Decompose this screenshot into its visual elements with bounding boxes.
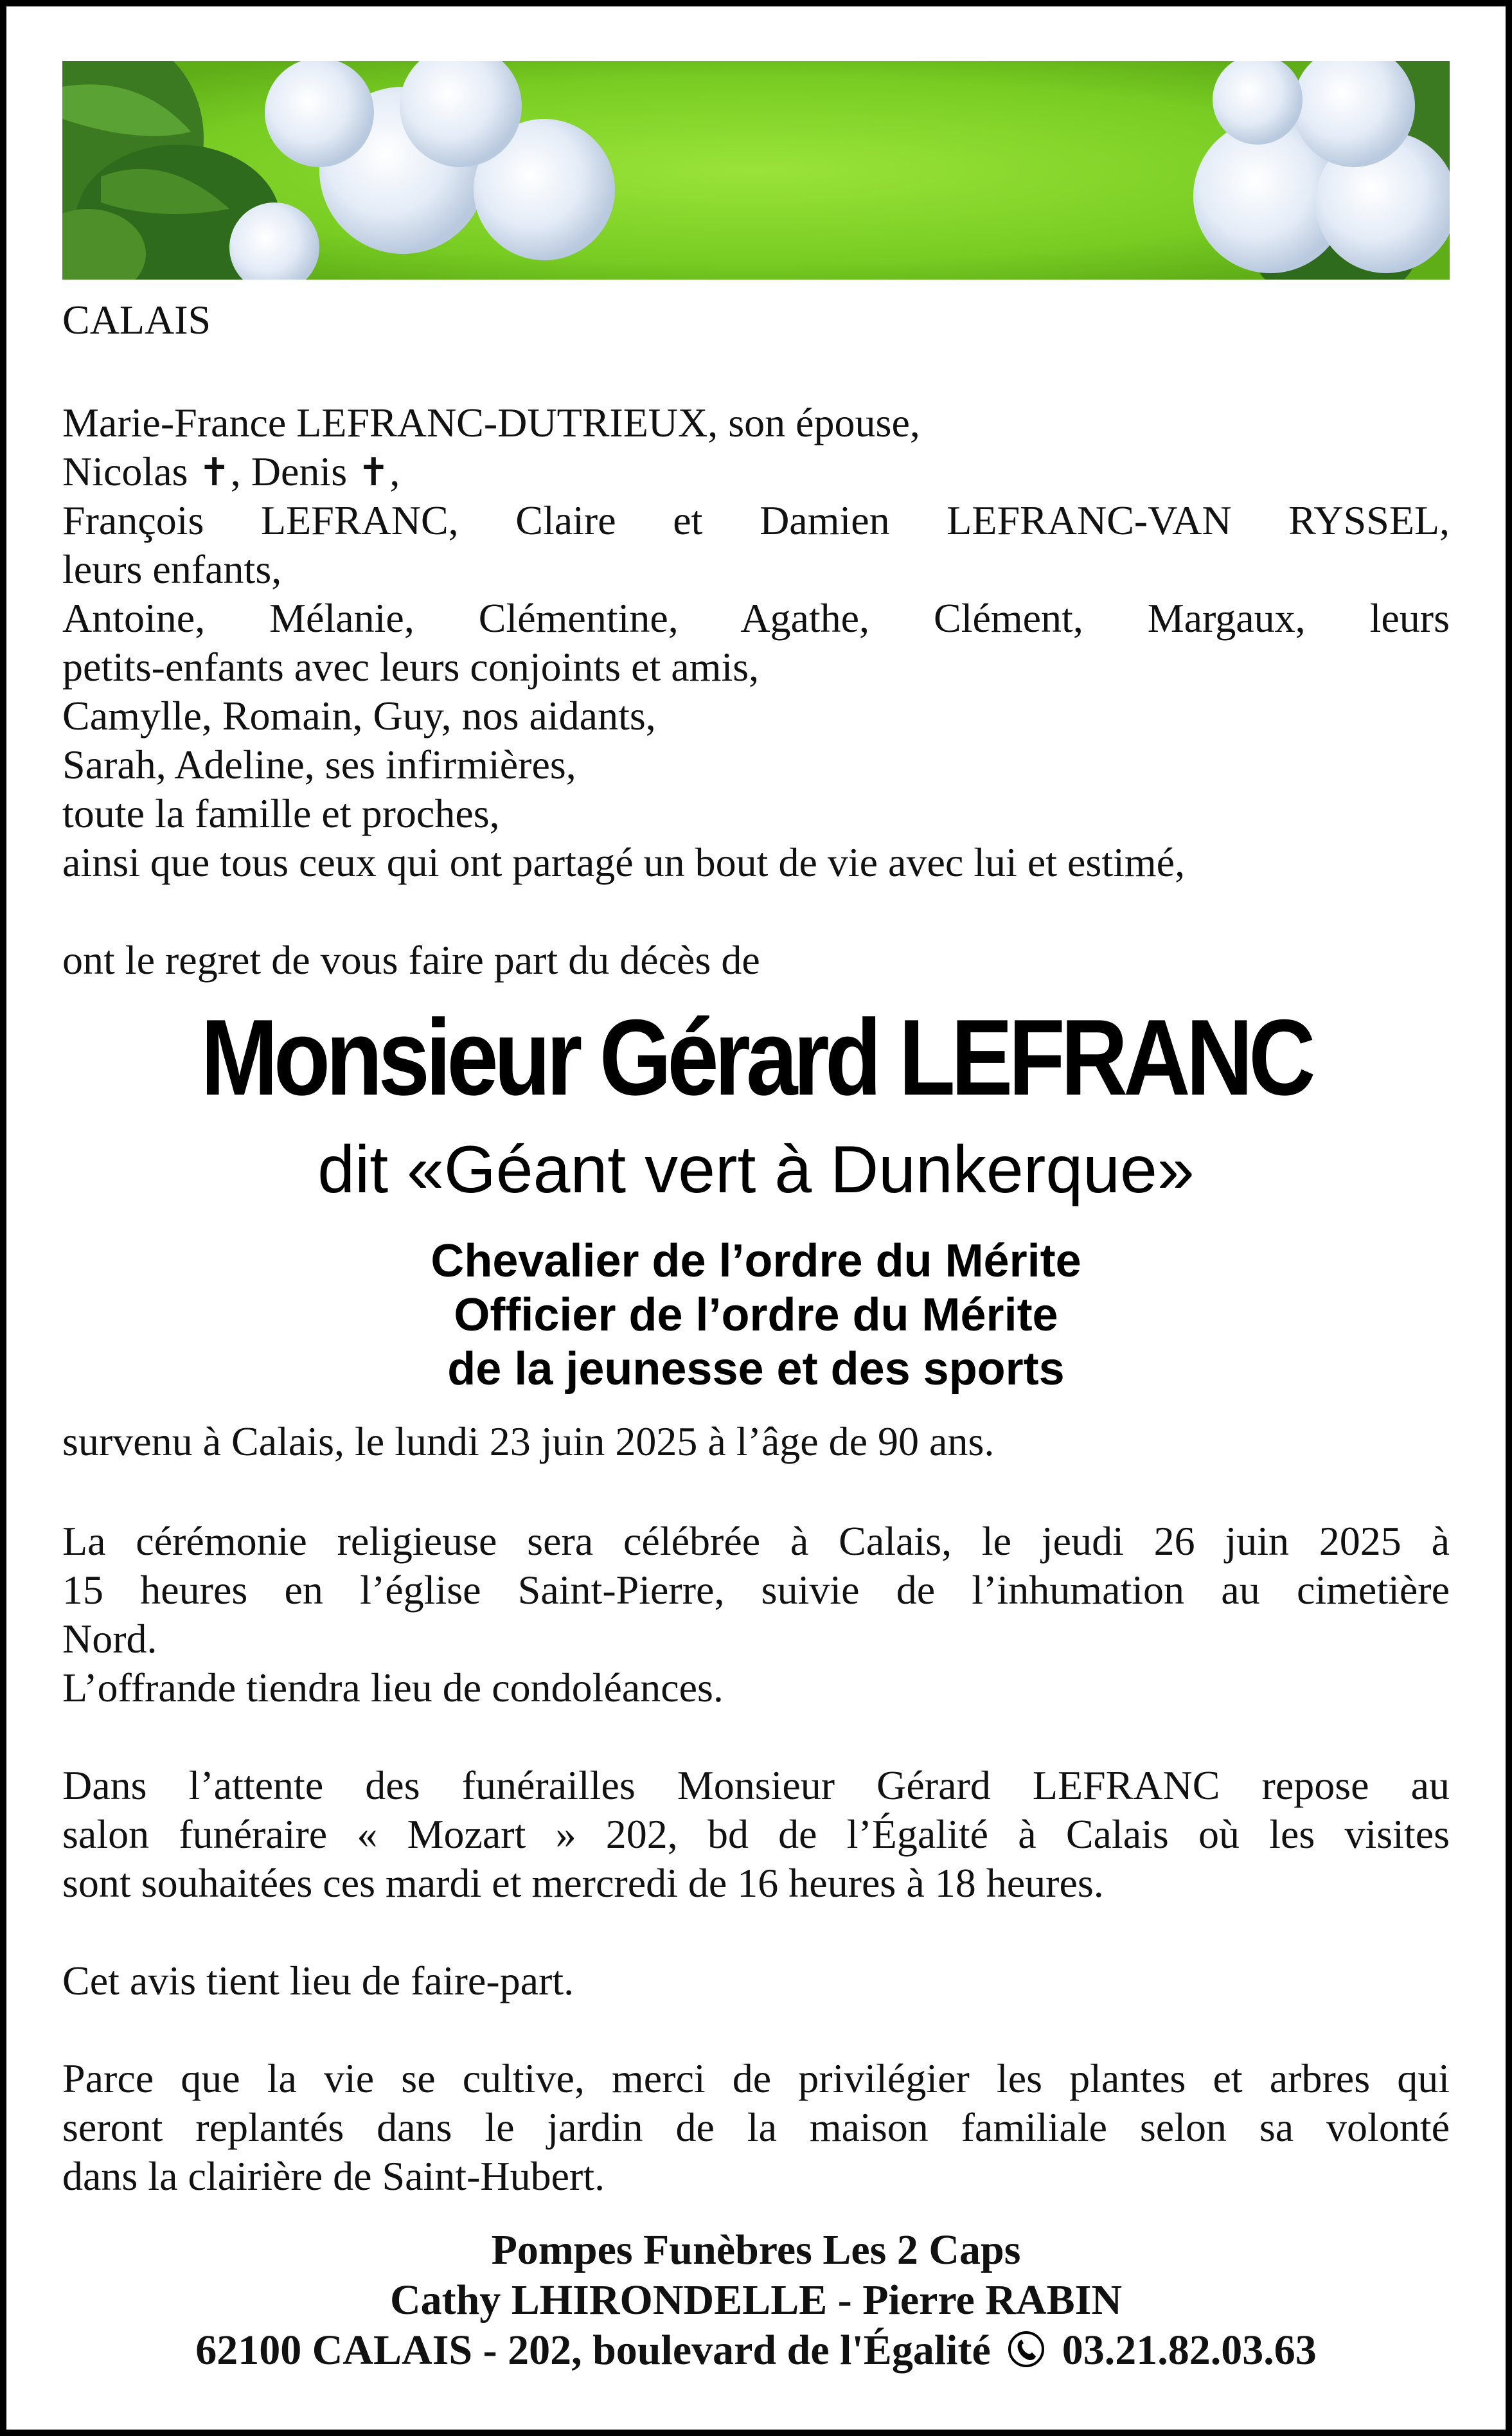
ceremony-line-2: 15 heures en l’église Saint-Pierre, suivie de l’inhumation au cimetière [62, 1567, 1450, 1613]
honor-line-3: de la jeunesse et des sports [447, 1343, 1065, 1395]
family-line-caregivers: Camylle, Romain, Guy, nos aidants, [62, 693, 656, 739]
ceremony-line-4: L’offrande tiendra lieu de condoléances. [62, 1665, 724, 1710]
family-line-friends: ainsi que tous ceux qui ont partagé un bout de vie avec lui et estimé, [62, 839, 1186, 885]
death-details: survenu à Calais, le lundi 23 juin 2025 à l’âge de 90 ans. [62, 1419, 995, 1464]
funeral-home-name: Pompes Funèbres Les 2 Caps [491, 2226, 1021, 2273]
funeral-home-address: 62100 CALAIS - 202, boulevard de l'Égalité [195, 2327, 991, 2374]
funeral-home-phone: 03.21.82.03.63 [1062, 2327, 1317, 2374]
notice-text: Cet avis tient lieu de faire-part. [62, 1958, 574, 2003]
announcement-text: ont le regret de vous faire part du décès de [62, 937, 760, 983]
funeral-home-contacts: Cathy LHIRONDELLE - Pierre RABIN [389, 2277, 1123, 2324]
visits-line-2: salon funéraire « Mozart » 202, bd de l’Égalité à Calais où les visites [62, 1811, 1450, 1857]
cross-icon: ✝ [198, 450, 231, 495]
visits-line-3: sont souhaitées ces mardi et mercredi de 16 heures à 18 heures. [62, 1860, 1104, 1906]
family-line-relatives: toute la famille et proches, [62, 791, 500, 836]
plants-line-1: Parce que la vie se cultive, merci de privilégier les plantes et arbres qui [62, 2055, 1450, 2101]
cross-icon: ✝ [357, 450, 390, 495]
visits-line-1: Dans l’attente des funérailles Monsieur Gérard LEFRANC repose au [62, 1762, 1450, 1808]
son-name-denis: , Denis [230, 449, 348, 494]
deceased-name: Monsieur Gérard LEFRANC [200, 997, 1312, 1118]
family-line-children: François LEFRANC, Claire et Damien LEFRANC-VAN RYSSEL, [62, 497, 1450, 543]
family-line-nurses: Sarah, Adeline, ses infirmières, [62, 742, 576, 787]
family-line-grandchildren: Antoine, Mélanie, Clémentine, Agathe, Clément, Margaux, leurs [62, 595, 1450, 641]
ceremony-line-1: La cérémonie religieuse sera célébrée à Calais, le jeudi 26 juin 2025 à [62, 1518, 1450, 1564]
family-line-children-label: leurs enfants, [62, 546, 282, 592]
ceremony-line-3: Nord. [62, 1616, 157, 1661]
phone-icon [1008, 2329, 1045, 2379]
hydrangea-banner-image [62, 61, 1450, 280]
plants-line-2: seront replantés dans le jardin de la maison familiale selon sa volonté [62, 2104, 1450, 2150]
family-line-spouse: Marie-France LEFRANC-DUTRIEUX, son épouse, [62, 400, 920, 445]
banner-illustration [62, 61, 1450, 280]
family-line-grandchildren-label: petits-enfants avec leurs conjoints et amis, [62, 644, 760, 690]
plants-line-3: dans la clairière de Saint-Hubert. [62, 2153, 605, 2199]
honor-line-2: Officier de l’ordre du Mérite [454, 1289, 1058, 1341]
family-line-deceased-sons [62, 447, 1450, 497]
separator: , [389, 449, 400, 494]
honor-line-1: Chevalier de l’ordre du Mérite [431, 1235, 1081, 1287]
location-heading: CALAIS [62, 297, 211, 343]
funeral-home-address-line [62, 2325, 1450, 2379]
son-name-nicolas: Nicolas [62, 449, 188, 494]
deceased-nickname: dit «Géant vert à Dunkerque» [317, 1133, 1195, 1207]
